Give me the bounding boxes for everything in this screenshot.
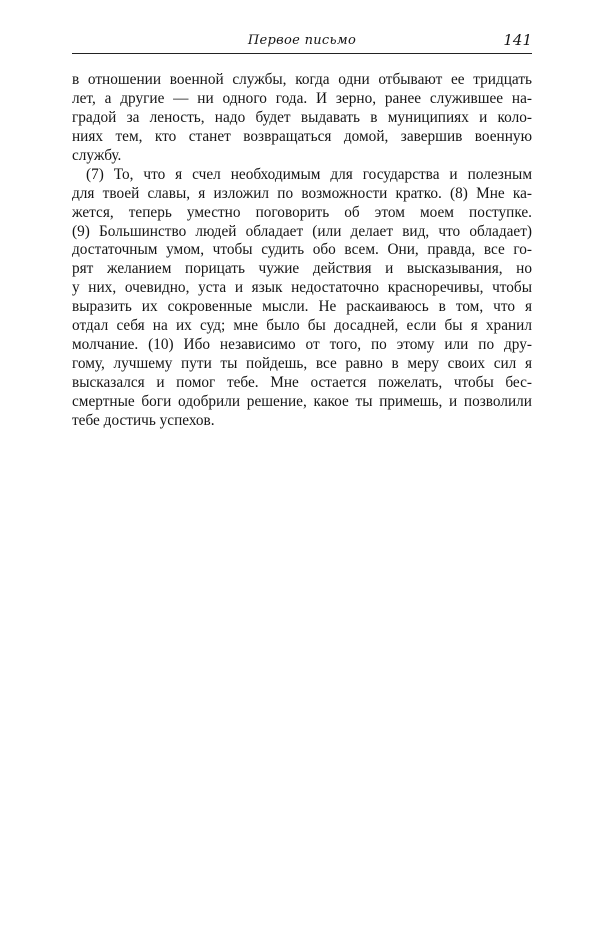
page-header bbox=[72, 33, 532, 54]
text-line: у них, очевидно, уста и язык недостаточно красноречивы, чтобы bbox=[72, 279, 532, 297]
text-line: в отношении военной службы, когда одни отбывают ее тридцать bbox=[72, 71, 532, 88]
text-line: лет, а другие — ни одного года. И зерно, ранее служившее на- bbox=[72, 89, 532, 107]
text-line: высказался и помог тебе. Мне остается пожелать, чтобы бес- bbox=[72, 374, 532, 391]
page-number: 141 bbox=[503, 31, 532, 49]
text-line: градой за леность, надо будет выдавать в муниципиях и коло- bbox=[72, 108, 532, 126]
text-line: выразить их сокровенные мысли. Не раскаиваюсь в том, что я bbox=[72, 298, 532, 316]
text-line: смертные боги одобрили решение, какое ты примешь, и позволили bbox=[72, 392, 532, 410]
text-line: (9) Большинство людей обладает (или делает вид, что обладает) bbox=[72, 222, 532, 240]
body-text bbox=[72, 71, 532, 431]
text-line: ниях тем, кто станет возвращаться домой, завершив военную bbox=[72, 127, 532, 145]
text-line: жется, теперь уместно поговорить об этом моем поступке. bbox=[72, 203, 532, 221]
text-line: рят желанием порицать чужие действия и высказывания, но bbox=[72, 260, 532, 278]
text-line: достаточным умом, чтобы судить обо всем. Они, правда, все го- bbox=[72, 241, 532, 259]
text-line: службу. bbox=[72, 146, 122, 164]
running-title: Первое письмо bbox=[247, 33, 357, 48]
text-line: тебе достичь успехов. bbox=[72, 411, 215, 429]
paragraph bbox=[72, 71, 532, 166]
text-line: отдал себя на их суд; мне было бы досадней, если бы я хранил bbox=[72, 317, 532, 335]
text-line: гому, лучшему пути ты пойдешь, все равно в меру своих сил я bbox=[72, 355, 532, 373]
text-line: (7) То, что я счел необходимым для государства и полезным bbox=[86, 165, 532, 183]
text-line: молчание. (10) Ибо независимо от того, по этому или по дру- bbox=[72, 336, 532, 354]
paragraph bbox=[72, 166, 532, 431]
text-line: для твоей славы, я изложил по возможности кратко. (8) Мне ка- bbox=[72, 184, 532, 202]
